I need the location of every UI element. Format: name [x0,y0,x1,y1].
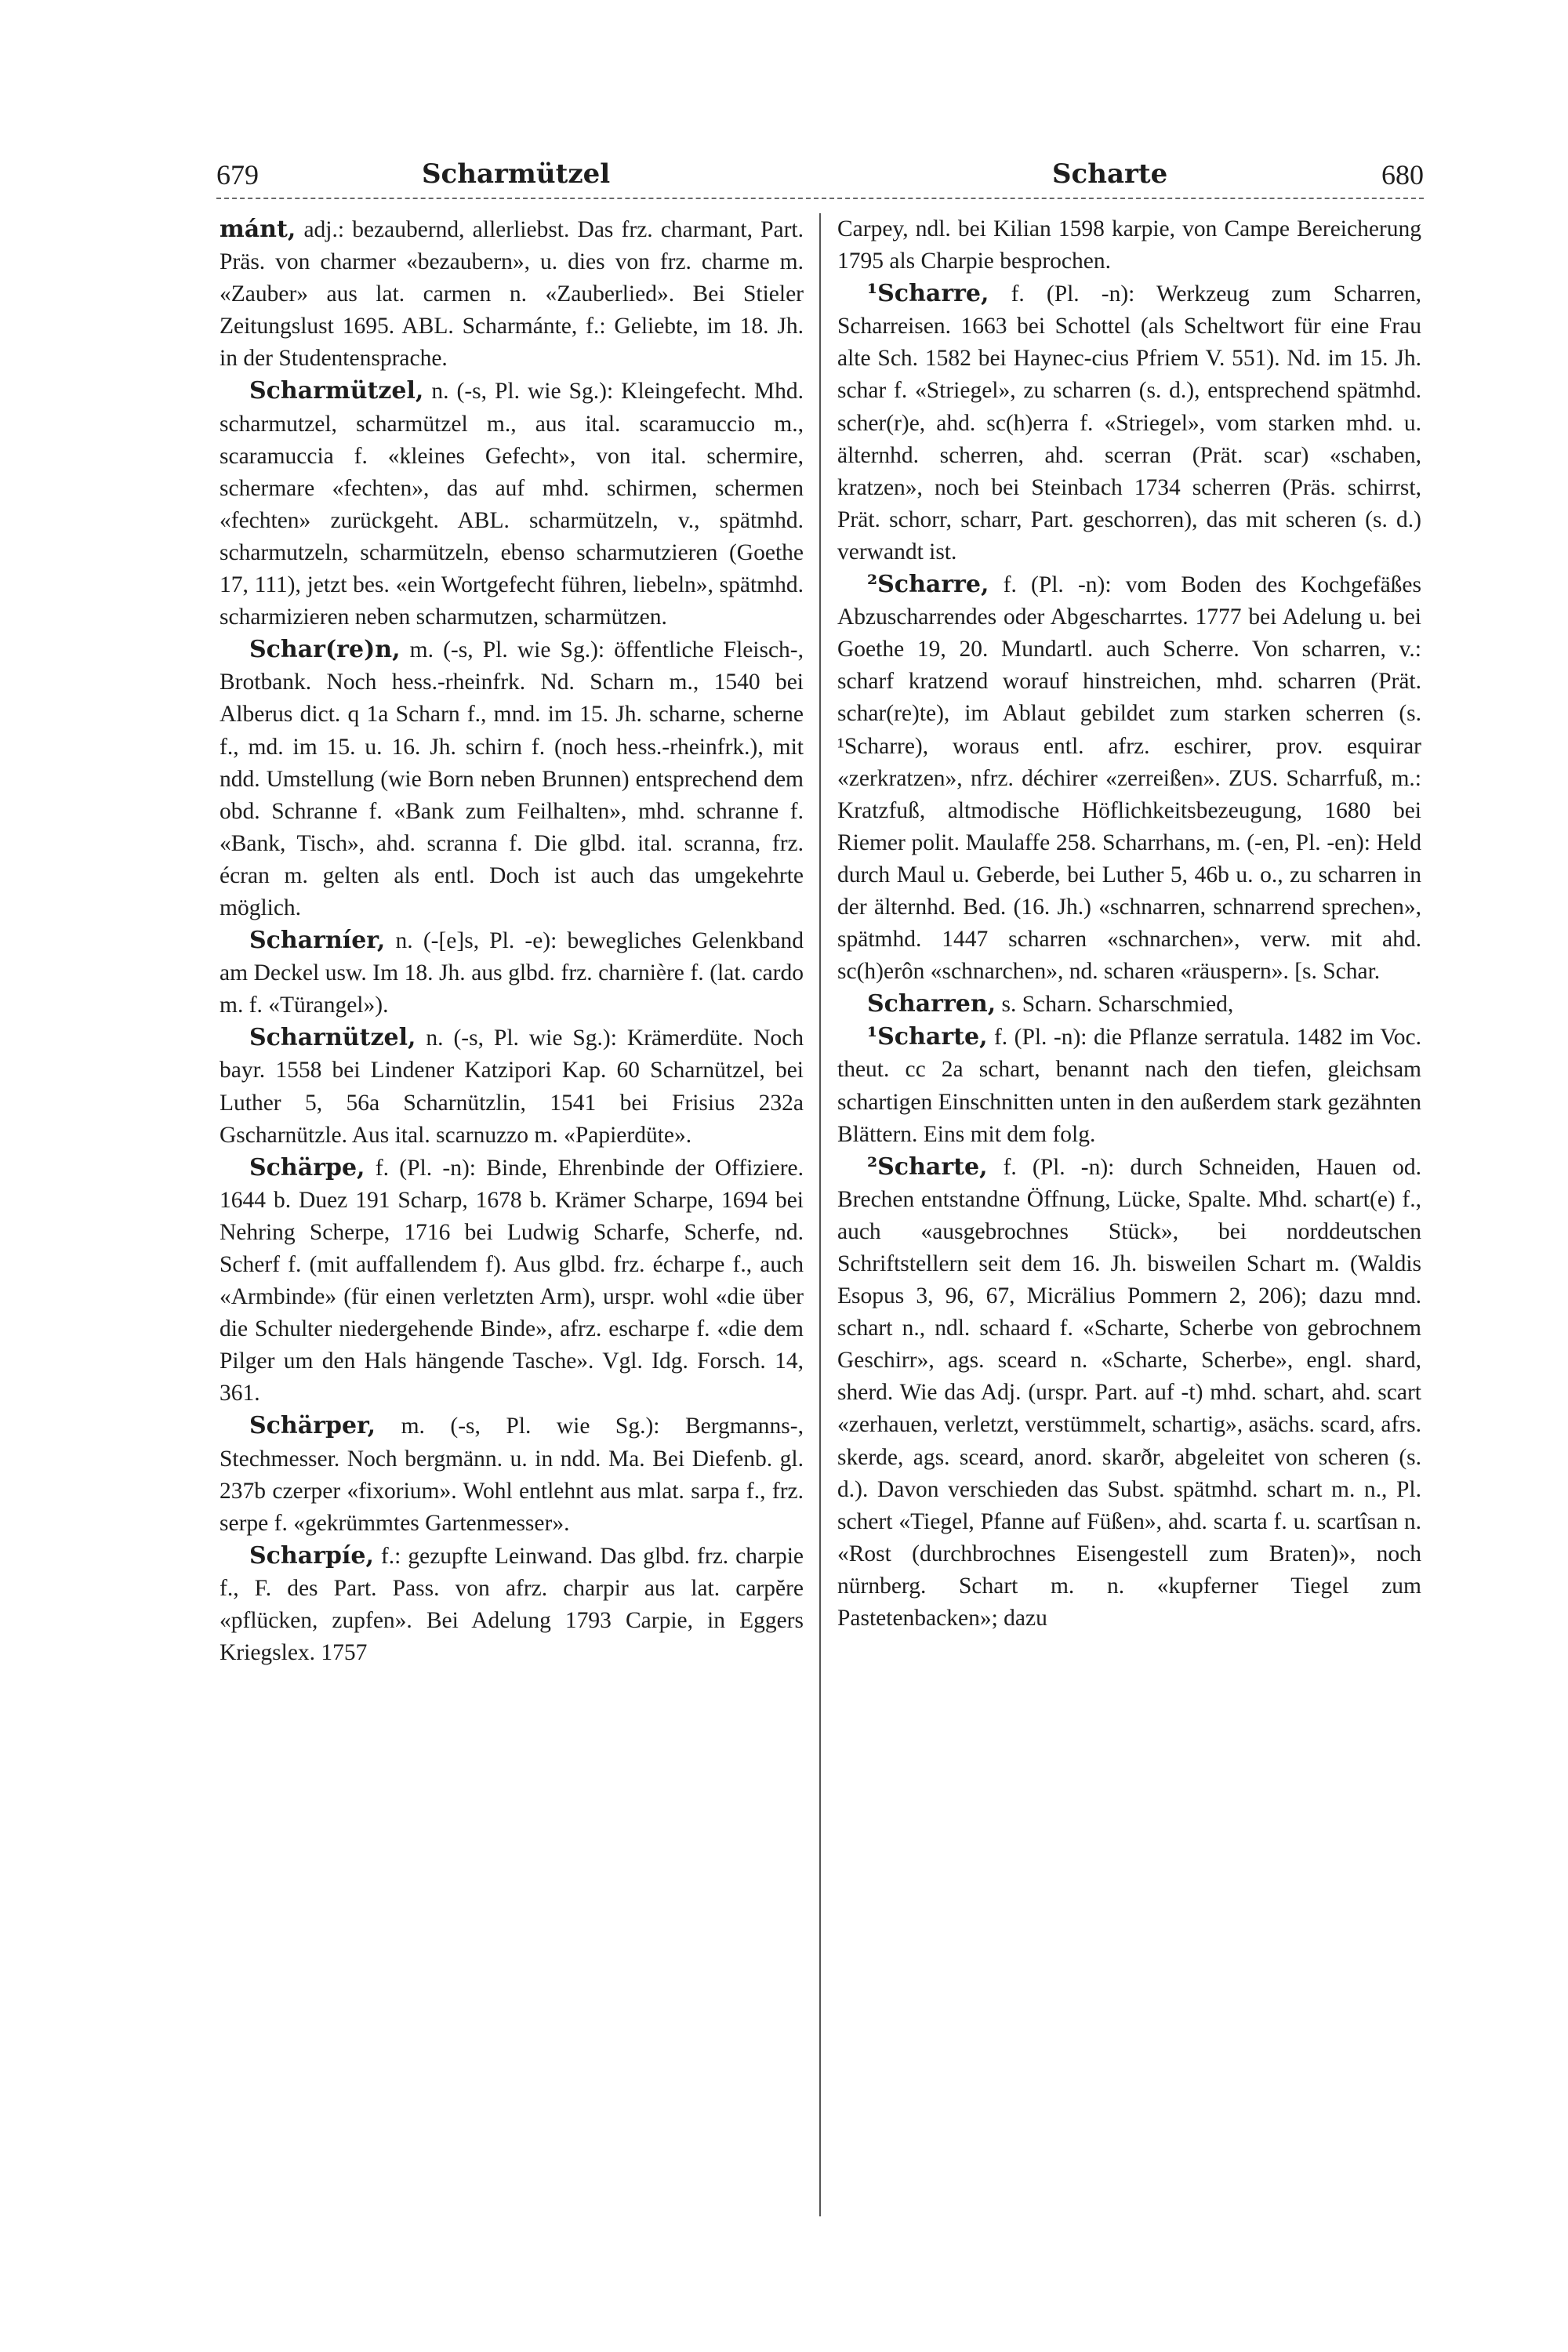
right-column [837,213,1421,2236]
entry-text: adj.: bezaubernd, allerliebst. Das frz. charmant, Part. Präs. von charmer «bezaubern», u. dies von frz. charme m. «Zauber» aus lat. carmen n. «Zauberlied». Bei Stieler Zeitungslust 1695. ABL. Scharmánte, f.: Geliebte, im 18. Jh. in der Studentensprache. [220,217,804,372]
dictionary-entry [837,213,1421,278]
entry-headword: Scharmützel, [249,377,424,405]
entry-text: m. (-s, Pl. wie Sg.): öffentliche Fleisch-, Brotbank. Noch hess.-rheinfrk. Nd. Scharn m., 1540 bei Alberus dict. q 1a Scharn f., mnd. im 15. Jh. scharne, scherne f., md. im 15. u. 16. Jh. schirn f. (noch hess.-rheinfrk.), mit ndd. Umstellung (wie Born neben Brunnen) entsprechend dem obd. Schranne f. «Bank zum Feilhalten», mhd. schranne f. «Bank, Tisch», ahd. scranna f. Die glbd. ital. scranna, frz. écran m. gelten als entl. Doch ist auch das umgekehrte möglich. [220,637,804,920]
dictionary-entry [220,213,804,375]
dictionary-entry [220,1410,804,1539]
dictionary-entry [837,1021,1421,1150]
header-rule [216,198,1424,199]
entry-text: f. (Pl. -n): durch Schneiden, Hauen od. Brechen entstandne Öffnung, Lücke, Spalte. Mhd. schart(e) f., auch «ausgebrochnes Stück», bei norddeutschen Schriftstellern seit dem 16. Jh. bisweilen Schart m. (Waldis Esopus 3, 96, 67, Micrälius Pommern 2, 206); dazu mnd. schart n., ndl. schaard f. «Scharte, Scherbe von gebrochnem Geschirr», ags. sceard n. «Scharte, Scherbe», engl. shard, sherd. Wie das Adj. (urspr. Part. auf -t) mhd. schart, ahd. scart «zerhauen, verletzt, verstümmelt, schartig», asächs. scard, afrs. skerde, ags. sceard, anord. skarðr, abgeleitet von scheren (s. d.). Davon verschieden das Subst. spätmhd. schart m. n., Pl. schert «Tiegel, Pfanne auf Füßen», ahd. scarta f. u. scartîsan n. «Rost (durchbrochnes Eisengestell zum Braten)», noch nürnberg. Schart m. n. «kupferner Tiegel zum Pastetenbacken»; dazu [837,1154,1421,1632]
dictionary-entry [220,924,804,1022]
entry-headword: Scharpíe, [249,1541,374,1570]
entry-headword: ²Scharre, [867,571,989,599]
running-headword-right: Scharte [1052,158,1168,190]
dictionary-entry [837,568,1421,988]
entry-text: f. (Pl. -n): Binde, Ehrenbinde der Offiziere. 1644 b. Duez 191 Scharp, 1678 b. Krämer Scharpe, 1694 bei Nehring Scherpe, 1716 bei Ludwig Scharfe, Scherfe, nd. Scherf f. (mit auffallendem f). Aus glbd. frz. écharpe f., auch «Armbinde» (für einen verletzten Arm), urspr. wohl «die über die Schulter niedergehende Binde», afrz. escharpe f. «die dem Pilger um den Hals hängende Tasche». Vgl. Idg. Forsch. 14, 361. [220,1155,804,1406]
dictionary-entry [837,988,1421,1021]
column-divider [819,213,821,2216]
entry-text: n. (-s, Pl. wie Sg.): Krämerdüte. Noch bayr. 1558 bei Lindener Katzipori Kap. 60 Scharnützel, bei Luther 5, 56a Scharnützlin, 1541 bei Frisius 232a Gscharnützle. Aus ital. scarnuzzo m. «Papierdüte». [220,1025,804,1148]
running-headword-left: Scharmützel [422,158,611,190]
entry-text: f. (Pl. -n): die Pflanze serratula. 1482 im Voc. theut. cc 2a schart, benannt nach den tiefen, gleichsam schartigen Einschnitten unten in den außerdem stark gezähnten Blättern. Eins mit dem folg. [837,1025,1421,1147]
entry-text: f. (Pl. -n): vom Boden des Kochgefäßes Abzuscharrendes oder Abgescharrtes. 1777 bei Adelung u. bei Goethe 19, 20. Mundartl. auch Scherre. Von scharren, v.: scharf kratzend worauf hinstreichen, mhd. scharren (Prät. schar(re)te), im Ablaut gebildet zum starken scherren (s. ¹Scharre), woraus entl. afrz. eschirer, prov. esquirar «zerkratzen», nfrz. déchirer «zerreißen». ZUS. Scharrfuß, m.: Kratzfuß, altmodische Höflichkeitsbezeugung, 1680 bei Riemer polit. Maulaffe 258. Scharrhans, m. (-en, Pl. -en): Held durch Maul u. Geberde, bei Luther 5, 46b u. o., zu scharren in der älternhd. Bed. (16. Jh.) «schnarren, schnarrend sprechen», spätmhd. 1447 scharren «schnarchen», verw. mit ahd. sc(h)erôn «schnarchen», nd. scharen «räuspern». [s. Schar. [837,572,1421,985]
dictionary-entry [220,1022,804,1151]
entry-headword: Scharnützel, [249,1024,416,1052]
dictionary-entry [220,633,804,924]
dictionary-entry [220,1152,804,1410]
entry-text: f.: gezupfte Leinwand. Das glbd. frz. charpie f., F. des Part. Pass. von afrz. charpir aus lat. carpĕre «pflücken, zupfen». Bei Adelung 1793 Carpie, in Eggers Kriegslex. 1757 [220,1543,804,1666]
running-header [216,158,1424,196]
entry-text: f. (Pl. -n): Werkzeug zum Scharren, Scharreisen. 1663 bei Schottel (als Scheltwort für eine Frau alte Sch. 1582 bei Haynec-cius Pfriem V. 551). Nd. im 15. Jh. schar f. «Striegel», zu scharren (s. d.), entsprechend spätmhd. scher(r)e, ahd. sc(h)erra f. «Striegel», vom starken mhd. u. älternhd. scherren, ahd. scerran (Prät. scar) «schaben, kratzen», noch bei Steinbach 1734 scherren (Präs. schirrst, Prät. schorr, scharr, Part. geschorren), das mit scheren (s. d.) verwandt ist. [837,281,1421,564]
entry-headword: Schärpe, [249,1153,365,1181]
entry-headword: Scharníer, [249,927,386,955]
left-column [220,213,804,2236]
dictionary-entry [837,1151,1421,1635]
entry-text: Carpey, ndl. bei Kilian 1598 karpie, von Campe Bereicherung 1795 als Charpie besprochen. [837,216,1421,274]
entry-headword: mánt, [220,216,296,243]
dictionary-entry [220,1540,804,1669]
entry-headword: Schar(re)n, [249,636,401,664]
dictionary-entry [220,375,804,633]
page-number-left: 679 [216,159,259,191]
entry-text: n. (-[e]s, Pl. -e): bewegliches Gelenkband am Deckel usw. Im 18. Jh. aus glbd. frz. charnière f. (lat. cardo m. f. «Türangel»). [220,928,804,1018]
entry-headword: Scharren, [867,990,996,1018]
entry-headword: ²Scharte, [867,1152,988,1181]
entry-headword: Schärper, [249,1412,376,1440]
dictionary-entry [837,278,1421,568]
entry-text: n. (-s, Pl. wie Sg.): Kleingefecht. Mhd. scharmutzel, scharmützel m., aus ital. scaramuccio m., scaramuccia f. «kleines Gefecht», von ital. schermire, schermare «fechten», das auf mhd. schirmen, schermen «fechten» zurückgeht. ABL. scharmützeln, v., spätmhd. scharmutzeln, scharmützeln, ebenso scharmutzieren (Goethe 17, 111), jetzt bes. «ein Wortgefecht führen, liebeln», spätmhd. scharmizieren neben scharmutzen, scharmützen. [220,379,804,630]
page-number-right: 680 [1381,159,1424,191]
entry-text: s. Scharn. Scharschmied, [996,992,1234,1018]
entry-text: m. (-s, Pl. wie Sg.): Bergmanns-, Stechmesser. Noch bergmänn. u. in ndd. Ma. Bei Diefenb. gl. 237b czerper «fixorium». Wohl entlehnt aus mlat. sarpa f., frz. serpe f. «gekrümmtes Gartenmesser». [220,1414,804,1536]
entry-headword: ¹Scharre, [867,280,989,308]
entry-headword: ¹Scharte, [867,1023,988,1051]
